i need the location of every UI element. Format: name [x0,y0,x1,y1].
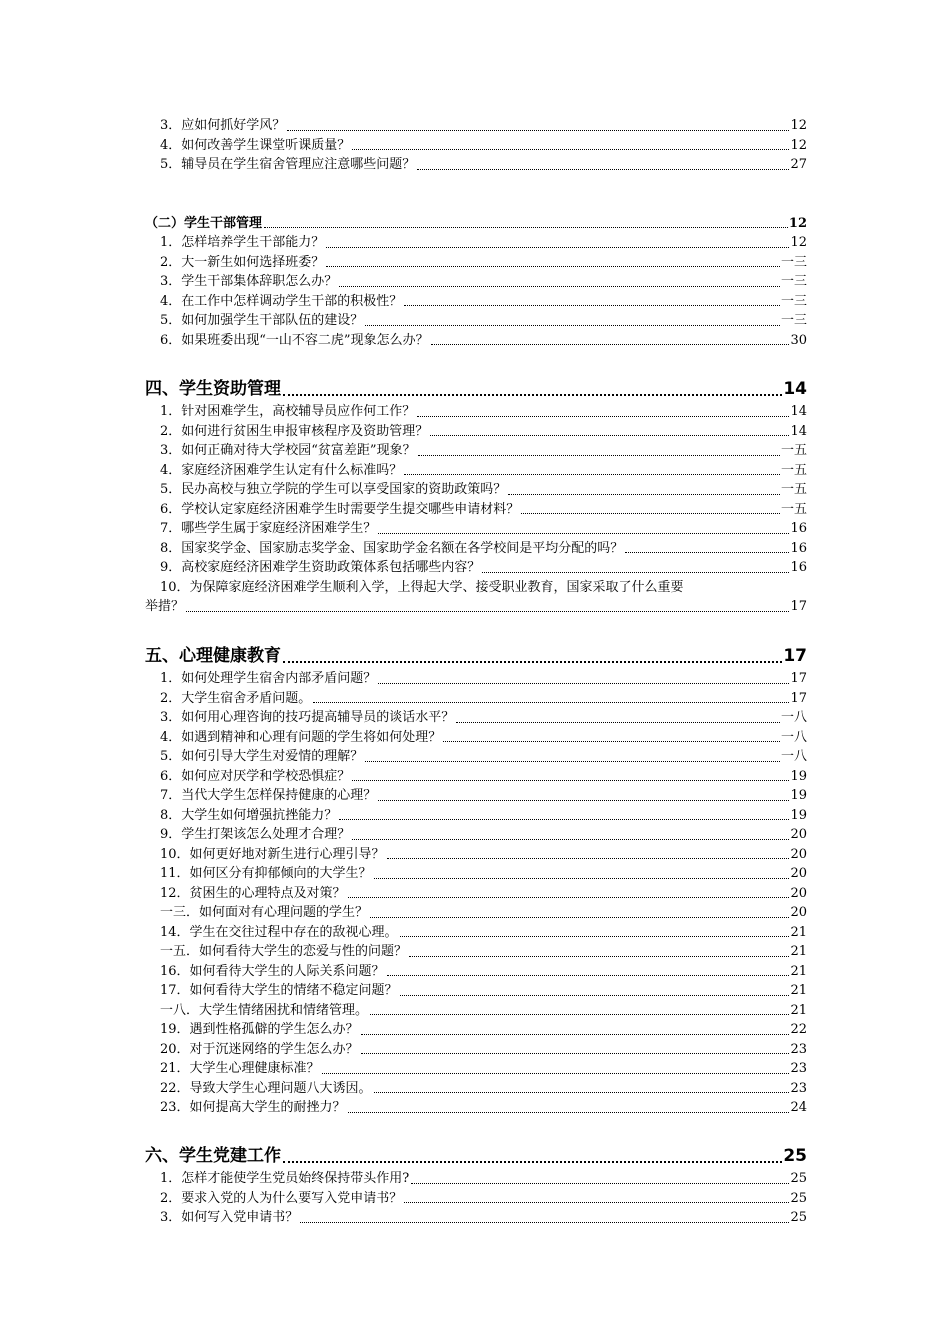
leader-dots [348,897,790,898]
toc-entry[interactable] [145,292,807,312]
toc-entry-page: 25 [790,1190,807,1206]
leader-dots [365,325,780,326]
toc-entry-text: 一三．如何面对有心理问题的学生？ [160,905,369,920]
toc-entry-page: 19 [790,807,807,823]
toc-entry-page: 16 [790,521,807,536]
toc-entry[interactable] [145,116,807,136]
toc-entry-text: 10．如何更好地对新生进行心理引导？ [160,846,385,862]
toc-entry-page: 20 [790,846,807,862]
toc-entry-page: 20 [790,827,807,842]
toc-entry-text: 9．高校家庭经济困难学生资助政策体系包括哪些内容？ [160,560,481,575]
toc-entry[interactable] [145,155,807,175]
toc-chapter-page: 14 [783,379,807,399]
toc-entry-text: 16．如何看待大学生的人际关系问题？ [160,963,385,979]
toc-chapter-title: 六、学生党建工作 [145,1146,281,1166]
toc-entry[interactable] [145,903,807,923]
toc-entry-page: 一八 [780,749,807,764]
leader-dots [411,1183,789,1184]
toc-entry-text: 3．应如何抓好学风？ [160,118,286,133]
leader-dots [404,305,780,306]
leader-dots [400,936,790,937]
toc-entry-page: 20 [790,885,807,901]
toc-group-mental-health [145,643,807,1118]
toc-entry-text: 1．怎样才能使学生党员始终保持带头作用? [160,1171,410,1186]
toc-group-cadre [145,211,807,350]
leader-dots [374,1092,790,1093]
toc-group-study [145,116,807,175]
toc-entry-page: 21 [790,1002,807,1018]
leader-dots [378,683,789,684]
toc-entry[interactable] [145,1059,807,1079]
toc-entry-page: 17 [790,690,807,706]
leader-dots [417,169,789,170]
leader-dots [352,780,789,781]
leader-dots [186,611,789,612]
toc-entry[interactable] [145,136,807,156]
toc-entry[interactable] [145,253,807,273]
leader-dots [326,266,780,267]
leader-dots [625,552,789,553]
toc-entry[interactable] [145,1189,807,1209]
toc-entry[interactable] [145,708,807,728]
toc-entry-page: 20 [790,866,807,881]
toc-entry[interactable] [145,500,807,520]
toc-entry[interactable] [145,1001,807,1021]
toc-entry[interactable] [145,689,807,709]
toc-entry-page: 30 [790,332,807,348]
toc-entry[interactable] [145,558,807,578]
leader-dots [387,975,790,976]
toc-group-aid [145,376,807,617]
leader-dots [443,741,780,742]
toc-entry-text: 7．哪些学生属于家庭经济困难学生？ [160,521,377,536]
leader-dots [370,1014,789,1015]
toc-entry[interactable] [145,233,807,253]
toc-chapter-page: 25 [783,1146,807,1166]
toc-entry[interactable] [145,1040,807,1060]
toc-entry-page: 24 [790,1100,807,1115]
toc-entry-text: 3．如何写入党申请书？ [160,1210,299,1225]
toc-entry-text: 11．如何区分有抑郁倾向的大学生？ [160,866,372,881]
leader-dots [300,1222,789,1223]
toc-entry-text: 3．如何用心理咨询的技巧提高辅导员的谈话水平？ [160,710,455,725]
toc-entry-page: 21 [790,983,807,998]
toc-entry-page: 一八 [780,710,807,725]
toc-entry-text: 一五．如何看待大学生的恋爱与性的问题？ [160,944,408,959]
leader-dots [326,247,789,248]
toc-entry-text: 2．如何进行贫困生申报审核程序及资助管理？ [160,423,429,439]
toc-entry-text: 2．大学生宿舍矛盾问题。 [160,690,312,706]
toc-entry-text: 8．国家奖学金、国家励志奖学金、国家助学金名额在各学校间是平均分配的吗？ [160,540,624,556]
leader-dots [418,455,780,456]
toc-entry-text: 5．辅导员在学生宿舍管理应注意哪些问题？ [160,157,416,172]
leader-dots [283,661,782,663]
leader-dots [508,494,780,495]
toc-entry[interactable] [145,461,807,481]
leader-dots [409,956,789,957]
toc-entry[interactable] [145,402,807,422]
toc-entry[interactable] [145,422,807,442]
toc-entry-text: 2．大一新生如何选择班委？ [160,254,325,270]
toc-entry-page: 14 [790,423,807,439]
toc-entry[interactable] [145,728,807,748]
leader-dots [287,130,789,131]
toc-chapter-page: 17 [783,646,807,666]
toc-entry-page: 12 [790,137,807,153]
toc-subheading-page: 12 [788,215,807,231]
leader-dots [264,227,788,228]
toc-entry-text: 5．如何加强学生干部队伍的建设？ [160,313,364,328]
toc-entry-text: 20．对于沉迷网络的学生怎么办？ [160,1041,359,1057]
toc-entry-page: 一八 [780,729,807,745]
toc-entry[interactable] [145,767,807,787]
leader-dots [348,1112,790,1113]
toc-entry[interactable] [145,981,807,1001]
leader-dots [456,722,780,723]
toc-entry-page: 一三 [780,293,807,309]
toc-entry[interactable] [145,1169,807,1189]
toc-entry[interactable] [145,272,807,292]
toc-entry[interactable] [145,480,807,500]
toc-entry[interactable] [145,884,807,904]
toc-entry-text: 21．大学生心理健康标准？ [160,1061,320,1076]
leader-dots [352,149,789,150]
toc-entry-page: 19 [790,768,807,784]
toc-entry-text: 7．当代大学生怎样保持健康的心理？ [160,788,377,803]
toc-entry[interactable] [145,962,807,982]
leader-dots [339,819,789,820]
leader-dots [417,416,789,417]
toc-entry-page: 17 [790,671,807,686]
leader-dots [400,995,790,996]
toc-entry-page: 一五 [780,482,807,497]
toc-entry-text: 4．家庭经济困难学生认定有什么标准吗？ [160,462,403,478]
toc-entry-page: 16 [790,560,807,575]
toc-entry-wrapped[interactable] [145,578,807,617]
toc-entry-text: 9．学生打架该怎么处理才合理？ [160,827,351,842]
toc-entry-text: 6．学校认定家庭经济困难学生时需要学生提交哪些申请材料？ [160,501,520,517]
toc-entry-text: 3．如何正确对待大学校园“贫富差距”现象？ [160,443,416,458]
leader-dots [283,1161,782,1163]
leader-dots [339,286,780,287]
toc-entry[interactable] [145,1020,807,1040]
toc-entry-page: 12 [790,118,807,133]
toc-entry[interactable] [145,864,807,884]
toc-entry-page: 17 [790,599,807,614]
leader-dots [387,858,790,859]
toc-chapter-heading[interactable] [145,376,807,402]
toc-entry-page: 14 [790,404,807,419]
toc-entry-page: 23 [790,1061,807,1076]
toc-entry-text: 1．针对困难学生，高校辅导员应作何工作？ [160,404,416,419]
toc-entry-page: 一五 [780,443,807,458]
toc-entry-page: 一五 [780,462,807,478]
leader-dots [313,702,789,703]
toc-entry[interactable] [145,311,807,331]
toc-entry-page: 19 [790,788,807,803]
toc-entry-text: 3．学生干部集体辞职怎么办？ [160,274,338,289]
leader-dots [322,1073,790,1074]
toc-entry[interactable] [145,923,807,943]
toc-entry-text: 5．如何引导大学生对爱情的理解？ [160,749,364,764]
toc-entry-text: 6．如果班委出现“一山不容二虎”现象怎么办？ [160,332,429,348]
toc-group-party [145,1143,807,1228]
leader-dots [378,533,789,534]
toc-entry-text: 1．如何处理学生宿舍内部矛盾问题？ [160,671,377,686]
leader-dots [521,513,780,514]
leader-dots [374,878,790,879]
toc-entry-text: 6．如何应对厌学和学校恐惧症？ [160,768,351,784]
leader-dots [404,474,780,475]
toc-entry-text: 5．民办高校与独立学院的学生可以享受国家的资助政策吗？ [160,482,507,497]
toc-entry[interactable] [145,747,807,767]
toc-entry-text: 4．如遇到精神和心理有问题的学生将如何处理？ [160,729,442,745]
toc-entry[interactable] [145,519,807,539]
toc-entry[interactable] [145,1208,807,1228]
toc-entry-page: 一三 [780,313,807,328]
toc-entry-text: 14．学生在交往过程中存在的敌视心理。 [160,924,398,940]
toc-entry[interactable] [145,441,807,461]
toc-entry-page: 25 [790,1171,807,1186]
toc-entry-page: 一五 [780,501,807,517]
toc-entry-page: 21 [790,963,807,979]
toc-entry-page: 21 [790,944,807,959]
toc-entry-text: 8．大学生如何增强抗挫能力？ [160,807,338,823]
toc-entry[interactable] [145,825,807,845]
leader-dots [482,572,789,573]
toc-entry-page: 21 [790,924,807,940]
toc-entry-text: 17．如何看待大学生的情绪不稳定问题？ [160,983,398,998]
toc-entry[interactable] [145,786,807,806]
toc-entry-page: 16 [790,540,807,556]
leader-dots [283,394,782,396]
toc-entry-page: 一三 [780,254,807,270]
toc-entry[interactable] [145,1079,807,1099]
toc-entry-text: 一八．大学生情绪困扰和情绪管理。 [160,1002,369,1018]
toc-entry[interactable] [145,806,807,826]
toc-entry-text: 19．遇到性格孤僻的学生怎么办？ [160,1022,359,1037]
toc-entry-text: 1．怎样培养学生干部能力？ [160,235,325,250]
toc-entry-page: 25 [790,1210,807,1225]
toc-entry[interactable] [145,331,807,351]
toc-entry[interactable] [145,942,807,962]
leader-dots [430,435,789,436]
toc-entry-page: 27 [790,157,807,172]
toc-entry-text-continued: 举措？ [145,599,185,614]
toc-entry-text: 2．要求入党的人为什么要写入党申请书？ [160,1190,403,1206]
toc-entry[interactable] [145,539,807,559]
toc-entry-text: 12．贫困生的心理特点及对策？ [160,885,346,901]
leader-dots [361,1034,790,1035]
toc-entry[interactable] [145,669,807,689]
toc-entry-text: 10．为保障家庭经济困难学生顺利入学，上得起大学、接受职业教育，国家采取了什么重要 [160,579,684,595]
toc-entry-text: 23．如何提高大学生的耐挫力？ [160,1100,346,1115]
toc-entry-text: 22．导致大学生心理问题八大诱因。 [160,1080,372,1096]
toc-entry-page: 20 [790,905,807,920]
toc-subheading-text: （二）学生干部管理 [145,215,263,231]
leader-dots [404,1202,789,1203]
toc-chapter-title: 四、学生资助管理 [145,379,281,399]
toc-entry[interactable] [145,845,807,865]
toc-entry-page: 12 [790,235,807,250]
toc-subheading[interactable] [145,211,807,233]
leader-dots [352,839,789,840]
toc-entry-text: 4．在工作中怎样调动学生干部的积极性？ [160,293,403,309]
toc-entry[interactable] [145,1098,807,1118]
toc-entry-page: 一三 [780,274,807,289]
toc-entry-page: 23 [790,1041,807,1057]
toc-chapter-title: 五、心理健康教育 [145,646,281,666]
leader-dots [370,917,789,918]
leader-dots [378,800,789,801]
toc-chapter-heading[interactable] [145,1143,807,1169]
leader-dots [431,344,790,345]
toc-chapter-heading[interactable] [145,643,807,669]
leader-dots [361,1053,790,1054]
toc-entry-text: 4．如何改善学生课堂听课质量？ [160,137,351,153]
leader-dots [365,761,780,762]
toc-entry-page: 23 [790,1080,807,1096]
toc-entry-page: 22 [790,1022,807,1037]
